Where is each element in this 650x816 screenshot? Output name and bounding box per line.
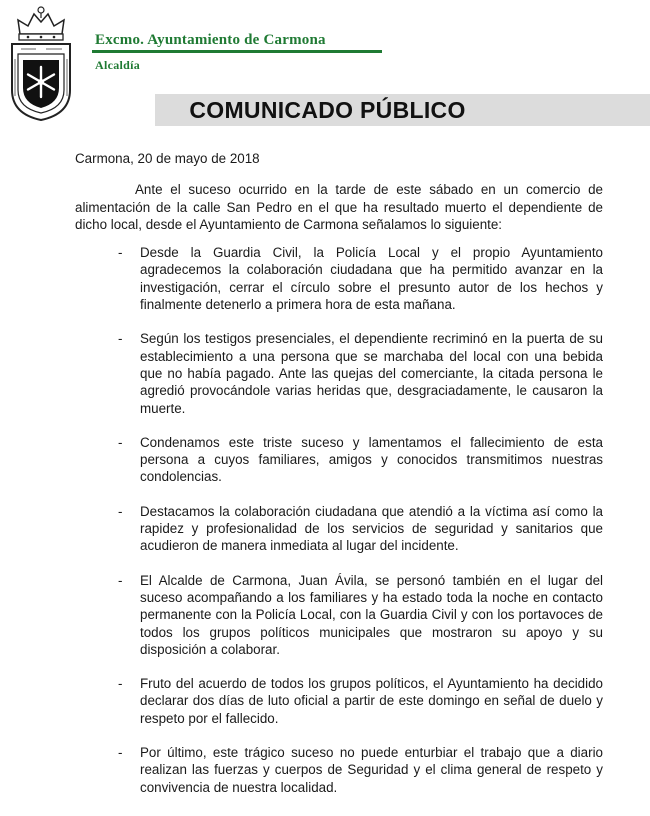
- page-title: COMUNICADO PÚBLICO: [189, 97, 466, 123]
- list-bullet: -: [118, 245, 123, 261]
- statement-item: [75, 244, 603, 313]
- institution-name: Excmo. Ayuntamiento de Carmona: [95, 32, 326, 48]
- coat-of-arms-icon: [6, 4, 76, 122]
- department-name: Alcaldía: [95, 58, 141, 72]
- statement-list: [75, 244, 603, 796]
- list-bullet: -: [118, 503, 123, 519]
- statement-text: Fruto del acuerdo de todos los grupos políticos, el Ayuntamiento ha decidido declarar dos días de luto oficial a partir de este domingo en señal de duelo y respeto por el fallecido.: [140, 676, 603, 726]
- header-divider: [92, 50, 382, 53]
- intro-paragraph: Ante el suceso ocurrido en la tarde de este sábado en un comercio de alimentación de la calle San Pedro en el que ha resultado muerto el dependiente de dicho local, desde el Ayuntamiento de Carmona señalamos lo siguiente:: [75, 182, 603, 232]
- statement-item: [75, 503, 603, 555]
- letterhead: [0, 0, 650, 130]
- statement-text: Condenamos este triste suceso y lamentamos el fallecimiento de esta persona a cuyos familiares, amigos y conocidos transmitimos nuestras condolencias.: [140, 434, 603, 485]
- list-bullet: -: [118, 572, 123, 588]
- document-body: [75, 150, 603, 813]
- statement-text: El Alcalde de Carmona, Juan Ávila, se personó también en el lugar del suceso acompañando a los familiares y ha estado toda la noche en contacto permanente con la Policía Local, con la Guardia Civil y con los portavoces de todos los grupos políticos municipales que mostraron su apoyo y su disposición a colaborar.: [140, 572, 603, 657]
- statement-text: Por último, este trágico suceso no puede enturbiar el trabajo que a diario realizan las fuerzas y cuerpos de Seguridad y el clima general de respeto y convivencia de nuestra localidad.: [140, 745, 603, 795]
- statement-item: [75, 744, 603, 796]
- statement-item: [75, 330, 603, 416]
- statement-item: [75, 434, 603, 486]
- statement-text: Desde la Guardia Civil, la Policía Local y el propio Ayuntamiento agradecemos la colaboración ciudadana que ha permitido avanzar en la investigación, cerrar el círculo sobre el presunto autor de los hechos y finalmente detenerlo a primera hora de esta mañana.: [140, 245, 603, 313]
- list-bullet: -: [118, 745, 123, 761]
- statement-item: [75, 675, 603, 727]
- statement-text: Destacamos la colaboración ciudadana que atendió a la víctima así como la rapidez y profesionalidad de los servicios de seguridad y sanitarios que acudieron de manera inmediata al lugar del incidente.: [140, 503, 603, 554]
- list-bullet: -: [118, 331, 123, 347]
- list-bullet: -: [118, 434, 123, 450]
- list-bullet: -: [118, 676, 123, 692]
- date-line: Carmona, 20 de mayo de 2018: [75, 151, 260, 166]
- statement-text: Según los testigos presenciales, el dependiente recriminó en la puerta de su establecimiento a una persona que se marchaba del local con una bebida que no había pagado. Ante las quejas del comerciante, la citada persona le agredió provocándole varias heridas que, desgraciadamente, le causaron la muerte.: [140, 331, 603, 416]
- statement-item: [75, 572, 603, 658]
- title-bar: [155, 94, 650, 126]
